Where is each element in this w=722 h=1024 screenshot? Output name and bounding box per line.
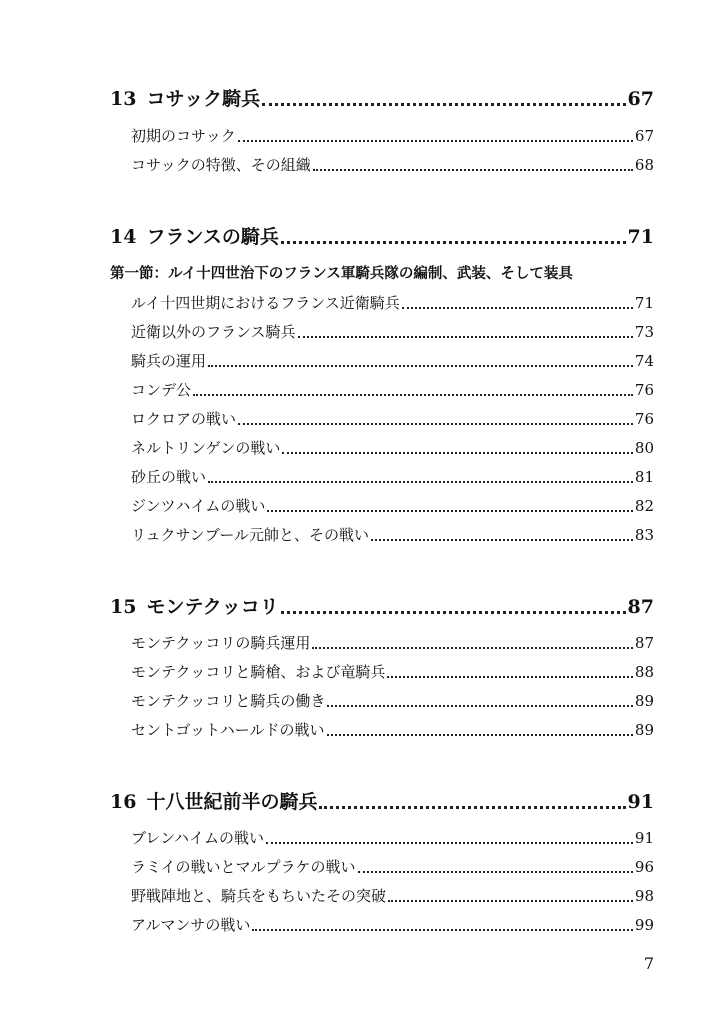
entry-title: ルイ十四世期におけるフランス近衛騎兵: [131, 294, 400, 312]
entry-title: モンテクッコリと騎槍、および竜騎兵: [131, 663, 386, 681]
toc-chapter-14[interactable]: [110, 222, 654, 249]
entry-page: 98: [634, 887, 654, 905]
chapter-page: 67: [627, 88, 654, 110]
chapter-title: 十八世紀前半の騎兵: [146, 791, 318, 813]
leader-dots: [238, 423, 633, 425]
chapter-number: 13: [110, 88, 137, 110]
toc-entry[interactable]: [131, 524, 654, 545]
entry-title: コンデ公: [131, 381, 192, 399]
toc-entry[interactable]: [131, 350, 654, 371]
toc-entry[interactable]: [131, 690, 654, 711]
entry-title: ネルトリンゲンの戦い: [131, 439, 281, 457]
leader-dots: [387, 676, 633, 678]
leader-dots: [371, 539, 633, 541]
toc-entry[interactable]: [131, 408, 654, 429]
entry-title: ジンツハイムの戦い: [131, 497, 266, 515]
chapter-title: モンテクッコリ: [146, 596, 279, 618]
leader-dots: [193, 394, 633, 396]
entry-title: 騎兵の運用: [131, 352, 207, 370]
leader-dots: [267, 510, 633, 512]
entry-title: 近衛以外のフランス騎兵: [131, 323, 296, 341]
toc-entry[interactable]: [131, 321, 654, 342]
chapter-page: 91: [627, 791, 654, 813]
toc-entry[interactable]: [131, 125, 654, 146]
entry-title: ラミイの戦いとマルプラケの戦い: [131, 858, 356, 876]
toc-entry[interactable]: [131, 437, 654, 458]
entry-title: リュクサンブール元帥と、その戦い: [131, 526, 370, 544]
entry-title: 砂丘の戦い: [131, 468, 207, 486]
leader-dots: [281, 611, 626, 614]
chapter-number: 15: [110, 596, 137, 618]
entry-title: アルマンサの戦い: [131, 916, 251, 934]
leader-dots: [281, 241, 626, 244]
leader-dots: [208, 365, 633, 367]
chapter-page: 87: [627, 596, 654, 618]
leader-dots: [266, 842, 633, 844]
toc-entry[interactable]: [131, 885, 654, 906]
entry-page: 73: [634, 323, 654, 341]
toc-entry[interactable]: [131, 914, 654, 935]
leader-dots: [388, 900, 633, 902]
entry-title: コサックの特徴、その組織: [131, 156, 311, 174]
entry-page: 76: [634, 410, 654, 428]
chapter-page: 71: [627, 226, 654, 248]
toc-entry[interactable]: [131, 719, 654, 740]
toc-section-heading[interactable]: [110, 262, 654, 283]
leader-dots: [238, 140, 633, 142]
leader-dots: [252, 929, 633, 931]
page-number: 7: [643, 954, 654, 973]
leader-dots: [262, 103, 625, 106]
entry-page: 83: [634, 526, 654, 544]
chapter-title: フランスの騎兵: [146, 226, 279, 248]
leader-dots: [282, 452, 633, 454]
leader-dots: [319, 806, 625, 809]
toc-entry[interactable]: [131, 154, 654, 175]
entry-page: 87: [634, 634, 654, 652]
toc-entry[interactable]: [131, 661, 654, 682]
chapter-title: コサック騎兵: [146, 88, 261, 110]
entry-page: 74: [634, 352, 654, 370]
leader-dots: [327, 734, 633, 736]
entry-title: 初期のコサック: [131, 127, 236, 145]
chapter-number: 14: [110, 226, 137, 248]
entry-title: モンテクッコリの騎兵運用: [131, 634, 311, 652]
toc-entry[interactable]: [131, 632, 654, 653]
entry-title: ブレンハイムの戦い: [131, 829, 264, 847]
toc-chapter-16[interactable]: [110, 787, 654, 814]
toc-chapter-15[interactable]: [110, 592, 654, 619]
leader-dots: [312, 647, 633, 649]
leader-dots: [208, 481, 633, 483]
leader-dots: [327, 705, 633, 707]
entry-page: 82: [634, 497, 654, 515]
toc-entry[interactable]: [131, 495, 654, 516]
toc-entry[interactable]: [131, 856, 654, 877]
entry-page: 91: [634, 829, 654, 847]
leader-dots: [358, 871, 633, 873]
entry-page: 68: [634, 156, 654, 174]
toc-entry[interactable]: [131, 292, 654, 313]
toc-entry[interactable]: [131, 827, 654, 848]
entry-title: 野戦陣地と、騎兵をもちいたその突破: [131, 887, 387, 905]
entry-page: 99: [634, 916, 654, 934]
leader-dots: [298, 336, 633, 338]
entry-page: 89: [634, 692, 654, 710]
entry-page: 67: [634, 127, 654, 145]
entry-title: ロクロアの戦い: [131, 410, 237, 428]
entry-page: 80: [634, 439, 654, 457]
entry-title: セントゴットハールドの戦い: [131, 721, 325, 739]
leader-dots: [313, 169, 633, 171]
section-title: 第一節：ルイ十四世治下のフランス軍騎兵隊の編制、武装、そして装具: [110, 265, 573, 282]
toc-entry[interactable]: [131, 466, 654, 487]
toc-entry[interactable]: [131, 379, 654, 400]
entry-page: 71: [634, 294, 654, 312]
entry-page: 76: [634, 381, 654, 399]
leader-dots: [402, 307, 633, 309]
toc-chapter-13[interactable]: [110, 84, 654, 111]
entry-page: 89: [634, 721, 654, 739]
entry-page: 81: [634, 468, 654, 486]
entry-page: 88: [634, 663, 654, 681]
entry-page: 96: [634, 858, 654, 876]
chapter-number: 16: [110, 791, 137, 813]
entry-title: モンテクッコリと騎兵の働き: [131, 692, 326, 710]
